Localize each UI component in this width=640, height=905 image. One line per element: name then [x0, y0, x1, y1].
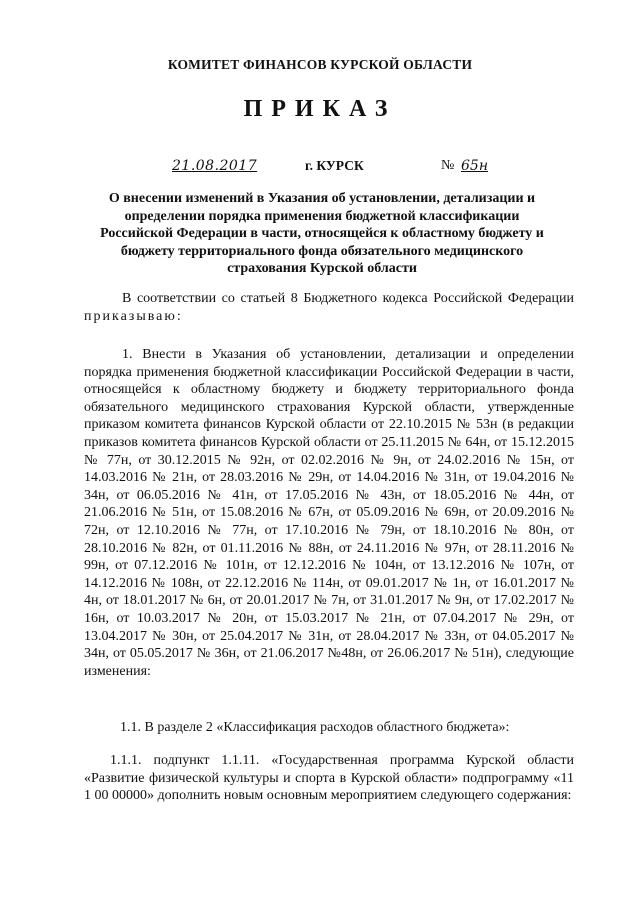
order-number-label: № [441, 158, 455, 173]
order-number: 65н [461, 158, 489, 174]
item-1-1-1-paragraph: 1.1.1. подпункт 1.1.11. «Государственная программа Курской области «Развитие физической культуры и спорта в Курской области» подпрограмму «11 1 00 00000» дополнить новым основным мероприятием следующего содержания: [84, 753, 574, 804]
document-type-title: ПРИКАЗ [243, 96, 397, 122]
preamble-text: В соответствии со статьей 8 Бюджетного кодекса Российской Федерации [122, 291, 574, 306]
order-date: 21.08.2017 [172, 158, 258, 174]
item-1-paragraph: 1. Внести в Указания об установлении, детализации и определении порядка применения бюджетной классификации Российской Федерации в части, относящейся к областному бюджету и бюджету территориального фонда обязательного медицинского страхования Курской области, утвержденные приказом комитета финансов Курской области от 22.10.2015 № 53н (в редакции приказов комитета финансов Курской области от 25.11.2015 № 64н, от 15.12.2015 № 77н, от 30.12.2015 № 92н, от 02.02.2016 № 9н, от 24.02.2016 № 15н, от 14.03.2016 № 21н, от 28.03.2016 № 29н, от 14.04.2016 № 31н, от 19.04.2016 № 34н, от 06.05.2016 № 41н, от 17.05.2016 № 43н, от 18.05.2016 № 44н, от 21.06.2016 № 51н, от 15.08.2016 № 67н, от 05.09.2016 № 69н, от 20.09.2016 № 72н, от 12.10.2016 № 77н, от 17.10.2016 № 79н, от 18.10.2016 № 80н, от 28.10.2016 № 82н, от 01.11.2016 № 88н, от 24.11.2016 № 97н, от 28.11.2016 № 99н, от 07.12.2016 № 101н, от 12.12.2016 № 104н, от 13.12.2016 № 107н, от 14.12.2016 № 108н, от 22.12.2016 № 114н, от 09.01.2017 № 1н, от 16.01.2017 № 4н, от 18.01.2017 № 6н, от 20.01.2017 № 7н, от 31.01.2017 № 9н, от 17.02.2017 № 16н, от 10.03.2017 № 20н, от 15.03.2017 № 21н, от 07.04.2017 № 29н, от 13.04.2017 № 30н, от 25.04.2017 № 31н, от 28.04.2017 № 33н, от 04.05.2017 № 34н, от 05.05.2017 № 36н, от 21.06.2017 №48н, от 26.06.2017 № 51н), следующие изменения: [84, 347, 574, 679]
preamble-orders: приказываю: [84, 308, 183, 324]
order-subject: О внесении изменений в Указания об установлении, детализации и определении порядка применения бюджетной классификации Российской Федерации в части, относящейся к областному бюджету и бюджету территориального фонда обязательного медицинского страхования Курской области [100, 191, 544, 277]
organization-name: КОМИТЕТ ФИНАНСОВ КУРСКОЙ ОБЛАСТИ [167, 57, 473, 72]
preamble-paragraph [84, 290, 574, 325]
order-city: г. КУРСК [305, 158, 364, 173]
item-1-1-paragraph: 1.1. В разделе 2 «Классификация расходов областного бюджета»: [120, 720, 510, 735]
